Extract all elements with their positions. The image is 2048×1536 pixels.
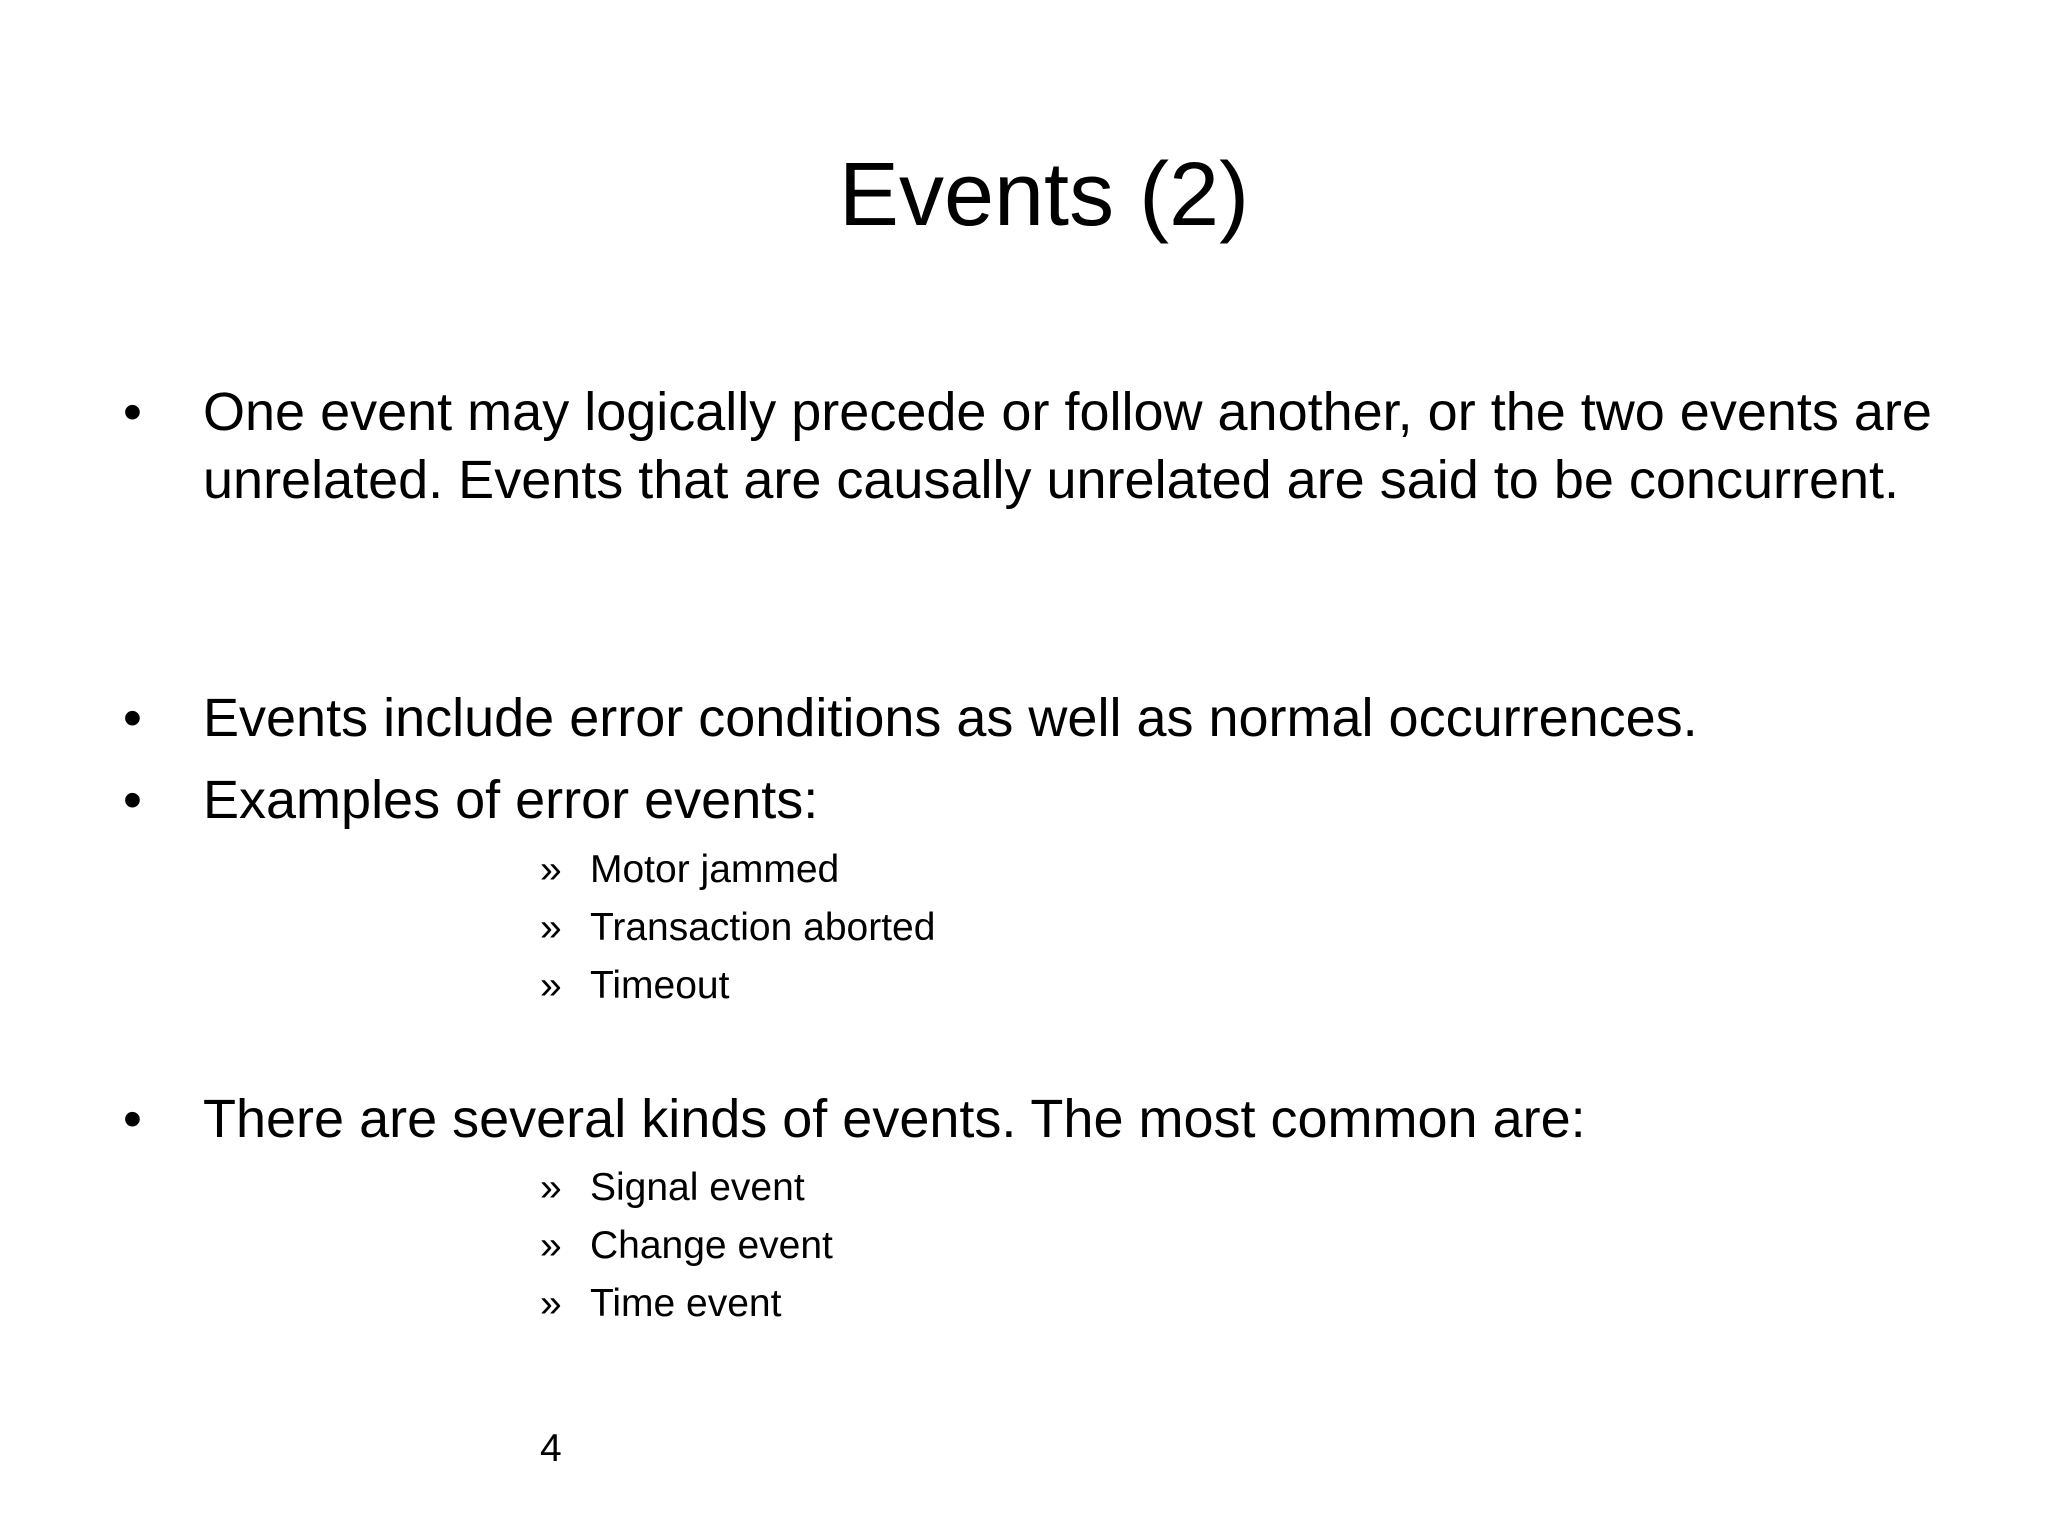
page-number: 4 (540, 1427, 562, 1470)
sub-bullet-marker: » (540, 964, 562, 1007)
bullet-text-concurrency: One event may logically precede or follow another, or the two events are unrelated. Events that are causally unrelated are said to be concurrent. (203, 382, 1932, 510)
slide-title: Events (2) (838, 145, 1250, 245)
bullet-text-kinds-of-events: There are several kinds of events. The most common are: (203, 1089, 1586, 1149)
sub-bullet-marker: » (540, 1166, 562, 1209)
sub-item-change-event: Change event (590, 1224, 833, 1267)
sub-item-timeout: Timeout (590, 964, 730, 1007)
sub-bullet-marker: » (540, 1224, 562, 1267)
bullet-marker: • (123, 770, 142, 830)
bullet-text-error-conditions: Events include error conditions as well as normal occurrences. (203, 688, 1698, 748)
sub-bullet-marker: » (540, 848, 562, 891)
sub-item-time-event: Time event (590, 1282, 782, 1325)
sub-item-motor-jammed: Motor jammed (590, 848, 840, 891)
sub-item-transaction-aborted: Transaction aborted (590, 906, 936, 949)
sub-bullet-marker: » (540, 1282, 562, 1325)
sub-bullet-marker: » (540, 906, 562, 949)
bullet-marker: • (123, 688, 142, 748)
sub-item-signal-event: Signal event (590, 1166, 805, 1209)
bullet-text-error-examples: Examples of error events: (203, 770, 819, 830)
bullet-marker: • (123, 382, 142, 442)
bullet-marker: • (123, 1089, 142, 1149)
